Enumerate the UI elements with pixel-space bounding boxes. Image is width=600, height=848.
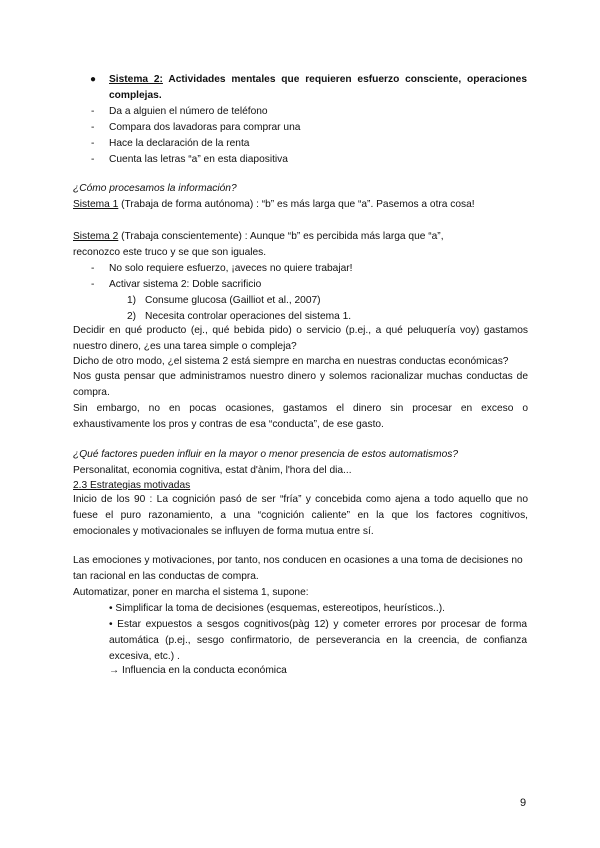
- bullet-marker: ●: [90, 74, 97, 85]
- dash-marker: -: [91, 138, 95, 149]
- paragraph-dicho: Dicho de otro modo, ¿el sistema 2 está siempre en marcha en nuestras conductas económicas?: [73, 356, 509, 367]
- sacrificio-item: Consume glucosa (Gailliot et al., 2007): [145, 295, 321, 306]
- example-item: Hace la declaración de la renta: [109, 138, 250, 149]
- dash-marker: -: [91, 263, 95, 274]
- sistema2-text: (Trabaja conscientemente) : Aunque “b” es percibida más larga que “a”,: [118, 231, 444, 242]
- paragraph-nos-gusta: Nos gusta pensar que administramos nuestro dinero y solemos racionalizar muchas conductas de compra.: [73, 371, 528, 398]
- sistema1-text: (Trabaja de forma autónoma) : “b” es más larga que “a”. Pasemos a otra cosa!: [118, 199, 475, 210]
- question-factores: ¿Qué factores pueden influir en la mayor o menor presencia de estos automatismos?: [73, 449, 459, 460]
- question-processing: ¿Cómo procesamos la información?: [73, 183, 237, 194]
- factores-line: Personalitat, economia cognitiva, estat d'ànim, l'hora del dia...: [73, 465, 352, 476]
- dash-marker: -: [91, 154, 95, 165]
- paragraph-inicio: Inicio de los 90 : La cognición pasó de ser “fría” y concebida como ajena a todo aquello que no fuese el puro razonamiento, a una “cognición caliente” en la que los factores cognitivos, emocionales y motivacionales se influyen de forma mutua entre sí.: [73, 494, 528, 537]
- number-marker: 1): [127, 295, 137, 306]
- dash-marker: -: [91, 279, 95, 290]
- sistema1-line: [73, 197, 543, 213]
- example-item: Compara dos lavadoras para comprar una: [109, 122, 301, 133]
- example-item: Cuenta las letras “a” en esta diapositiva: [109, 154, 288, 165]
- paragraph-automatizar: Automatizar, poner en marcha el sistema 1, supone:: [73, 587, 309, 598]
- sistema2-point: No solo requiere esfuerzo, ¡aveces no quiere trabajar!: [109, 263, 353, 274]
- section-heading: 2.3 Estrategias motivadas: [73, 480, 191, 491]
- sistema2-definition-text: Actividades mentales que requieren esfuerzo consciente, operaciones complejas.: [109, 74, 527, 101]
- sistema1-label: Sistema 1: [73, 199, 119, 210]
- sistema2-definition: [109, 72, 527, 104]
- paragraph-sin-embargo: Sin embargo, no en pocas ocasiones, gastamos el dinero sin procesar en exceso o exhaustivamente los pros y contras de esa “conducta”, de ese gasto.: [73, 403, 528, 430]
- supone-item: • Simplificar la toma de decisiones (esquemas, estereotipos, heurísticos..).: [109, 603, 445, 614]
- sistema2-line: [73, 229, 543, 245]
- sistema2-point: Activar sistema 2: Doble sacrificio: [109, 279, 262, 290]
- dash-marker: -: [91, 122, 95, 133]
- example-item: Da a alguien el número de teléfono: [109, 106, 268, 117]
- paragraph-decidir: Decidir en qué producto (ej., qué bebida pido) o servicio (p.ej., a qué peluquería voy) gastamos nuestro dinero, ¿es una tarea simple o compleja?: [73, 325, 528, 352]
- page-number: 9: [520, 797, 527, 809]
- number-marker: 2): [127, 311, 137, 322]
- supone-item: → Influencia en la conducta económica: [109, 665, 287, 676]
- sistema2-title: Sistema 2:: [109, 74, 163, 85]
- paragraph-emociones-1: Las emociones y motivaciones, por tanto, nos conducen en ocasiones a una toma de decisiones no: [73, 555, 523, 566]
- supone-item: • Estar expuestos a sesgos cognitivos(pàg 12) y cometer errores por procesar de forma automática (p.ej., sesgo confirmatorio, de perseverancia en la creencia, de confianza excesiva, etc.) .: [109, 619, 527, 662]
- paragraph-emociones-2: tan racional en las conductas de compra.: [73, 571, 259, 582]
- sistema2-label: Sistema 2: [73, 231, 119, 242]
- sistema2-line2: reconozco este truco y se que son iguales.: [73, 247, 267, 258]
- sacrificio-item: Necesita controlar operaciones del sistema 1.: [145, 311, 352, 322]
- dash-marker: -: [91, 106, 95, 117]
